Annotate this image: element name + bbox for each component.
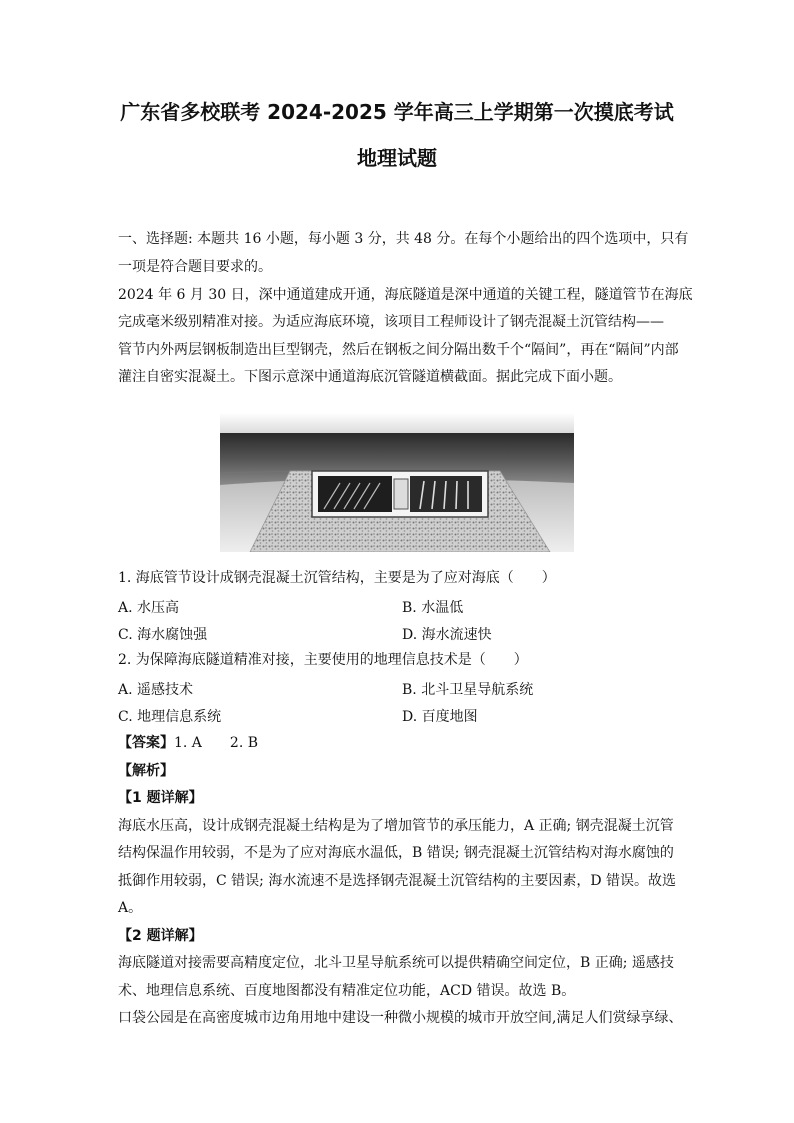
paper-title: 广东省多校联考 2024-2025 学年高三上学期第一次摸底考试: [120, 100, 674, 124]
question-stem: 1. 海底管节设计成钢壳混凝土沉管结构，主要是为了应对海底（ ）: [118, 570, 556, 586]
detail-1-line: A。: [118, 900, 143, 916]
question-2-options-row2: [118, 706, 678, 733]
material-line: 灌注自密实混凝土。下图示意深中通道海底沉管隧道横截面。据此完成下面小题。: [118, 369, 622, 385]
question-1: [118, 565, 678, 593]
question-2-options-row1: [118, 679, 678, 706]
answer-line: [118, 730, 683, 1033]
question-1-options-row1: [118, 597, 678, 624]
analysis-label: 【解析】: [118, 762, 174, 779]
next-material-line: 口袋公园是在高密度城市边角用地中建设一种微小规模的城市开放空间,满足人们赏绿享绿、: [118, 1010, 683, 1026]
detail-1-label: 【1 题详解】: [118, 790, 203, 806]
detail-1-line: 海底水压高，设计成钢壳混凝土结构是为了增加管节的承压能力，A 正确; 钢壳混凝土沉管: [118, 817, 674, 834]
option-a: A. 遥感技术: [118, 682, 194, 698]
answer-value: 1. A 2. B: [174, 735, 259, 751]
material-line: 2024 年 6 月 30 日，深中通道建成开通，海底隧道是深中通道的关键工程，隧道管节在海底: [118, 286, 693, 303]
option-b: B. 北斗卫星导航系统: [402, 682, 534, 698]
option-a: A. 水压高: [118, 600, 180, 616]
paper-subtitle: 地理试题: [357, 146, 437, 170]
tunnel-cross-section-figure: [220, 413, 574, 552]
detail-2-label: 【2 题详解】: [118, 927, 203, 944]
question-2: [118, 647, 678, 675]
material-line: 完成毫米级别精准对接。为适应海底环境，该项目工程师设计了钢壳混凝土沉管结构——: [118, 314, 664, 330]
option-c: C. 海水腐蚀强: [118, 627, 208, 643]
option-d: D. 海水流速快: [402, 627, 492, 643]
detail-2-line: 海底隧道对接需要高精度定位，北斗卫星导航系统可以提供精确空间定位，B 正确; 遥感技: [118, 955, 674, 971]
material-line: 管节内外两层钢板制造出巨型钢壳，然后在钢板之间分隔出数千个“隔间”，再在“隔间”内部: [118, 341, 679, 358]
detail-1-line: 抵御作用较弱，C 错误; 海水流速不是选择钢壳混凝土沉管结构的主要因素，D 错误。故选: [118, 872, 677, 889]
intro-line: 一项是符合题目要求的。: [118, 258, 272, 275]
detail-1-line: 结构保温作用较弱，不是为了应对海底水温低，B 错误; 钢壳混凝土沉管结构对海水腐蚀的: [118, 845, 674, 861]
option-c: C. 地理信息系统: [118, 709, 222, 725]
option-b: B. 水温低: [402, 600, 464, 616]
question-stem: 2. 为保障海底隧道精准对接，主要使用的地理信息技术是（ ）: [118, 652, 528, 668]
option-d: D. 百度地图: [402, 709, 478, 725]
intro-line: 一、选择题: 本题共 16 小题，每小题 3 分，共 48 分。在每个小题给出的四个选项中，只有: [118, 231, 689, 247]
detail-2-line: 术、地理信息系统、百度地图都没有精准定位功能，ACD 错误。故选 B。: [118, 982, 576, 999]
answer-label: 【答案】: [118, 735, 174, 751]
material-paragraph: [118, 254, 693, 392]
